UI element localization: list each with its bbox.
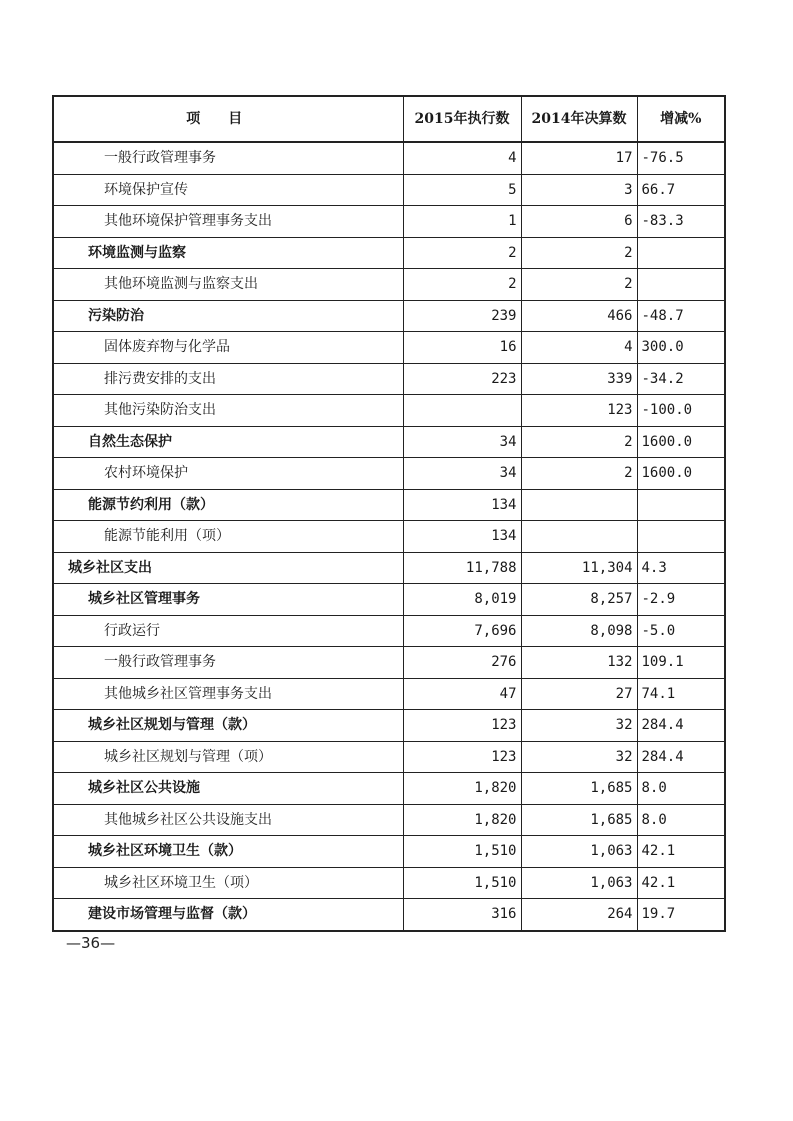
- row-item-name: 一般行政管理事务: [53, 142, 403, 174]
- row-item-name: 一般行政管理事务: [53, 647, 403, 679]
- row-final-2014: 8,257: [521, 584, 637, 616]
- row-exec-2015: 1,820: [403, 804, 521, 836]
- row-change-percent: -34.2: [637, 363, 725, 395]
- row-change-percent: [637, 269, 725, 301]
- row-item-name: 其他污染防治支出: [53, 395, 403, 427]
- table-row: [53, 363, 725, 395]
- row-item-name: 其他城乡社区公共设施支出: [53, 804, 403, 836]
- row-change-percent: 4.3: [637, 552, 725, 584]
- header-final-2014: 2014年决算数: [521, 96, 637, 142]
- row-change-percent: 66.7: [637, 174, 725, 206]
- row-exec-2015: 134: [403, 521, 521, 553]
- row-exec-2015: 11,788: [403, 552, 521, 584]
- row-exec-2015: 8,019: [403, 584, 521, 616]
- row-final-2014: 123: [521, 395, 637, 427]
- header-exec-2015: 2015年执行数: [403, 96, 521, 142]
- row-final-2014: 264: [521, 899, 637, 931]
- row-item-name: 环境监测与监察: [53, 237, 403, 269]
- row-exec-2015: 2: [403, 237, 521, 269]
- budget-table: [52, 95, 726, 932]
- row-change-percent: 284.4: [637, 741, 725, 773]
- row-item-name: 污染防治: [53, 300, 403, 332]
- row-exec-2015: 123: [403, 741, 521, 773]
- table-row: [53, 142, 725, 174]
- row-final-2014: 11,304: [521, 552, 637, 584]
- row-change-percent: -5.0: [637, 615, 725, 647]
- row-exec-2015: 1,820: [403, 773, 521, 805]
- row-final-2014: 2: [521, 458, 637, 490]
- row-exec-2015: 276: [403, 647, 521, 679]
- row-final-2014: 4: [521, 332, 637, 364]
- row-final-2014: 466: [521, 300, 637, 332]
- header-item: 项目: [53, 96, 403, 142]
- row-item-name: 能源节约利用（款）: [53, 489, 403, 521]
- table-row: [53, 426, 725, 458]
- row-change-percent: 19.7: [637, 899, 725, 931]
- row-final-2014: 6: [521, 206, 637, 238]
- row-change-percent: 1600.0: [637, 458, 725, 490]
- table-row: [53, 678, 725, 710]
- row-exec-2015: 123: [403, 710, 521, 742]
- row-exec-2015: 5: [403, 174, 521, 206]
- row-exec-2015: 1: [403, 206, 521, 238]
- row-item-name: 建设市场管理与监督（款）: [53, 899, 403, 931]
- row-change-percent: 8.0: [637, 773, 725, 805]
- row-exec-2015: [403, 395, 521, 427]
- row-item-name: 农村环境保护: [53, 458, 403, 490]
- row-final-2014: 1,685: [521, 804, 637, 836]
- row-change-percent: 42.1: [637, 867, 725, 899]
- row-exec-2015: 2: [403, 269, 521, 301]
- row-final-2014: 27: [521, 678, 637, 710]
- row-exec-2015: 1,510: [403, 836, 521, 868]
- row-item-name: 城乡社区规划与管理（款）: [53, 710, 403, 742]
- row-exec-2015: 34: [403, 458, 521, 490]
- row-change-percent: 300.0: [637, 332, 725, 364]
- row-final-2014: 132: [521, 647, 637, 679]
- table-row: [53, 710, 725, 742]
- row-change-percent: -83.3: [637, 206, 725, 238]
- table-row: [53, 269, 725, 301]
- table-row: [53, 332, 725, 364]
- table-row: [53, 206, 725, 238]
- row-item-name: 城乡社区支出: [53, 552, 403, 584]
- row-change-percent: 109.1: [637, 647, 725, 679]
- row-item-name: 城乡社区管理事务: [53, 584, 403, 616]
- row-item-name: 固体废弃物与化学品: [53, 332, 403, 364]
- row-exec-2015: 7,696: [403, 615, 521, 647]
- table-row: [53, 584, 725, 616]
- row-final-2014: 1,063: [521, 867, 637, 899]
- table-row: [53, 836, 725, 868]
- row-item-name: 城乡社区规划与管理（项）: [53, 741, 403, 773]
- header-change-percent: 增减%: [637, 96, 725, 142]
- row-change-percent: 74.1: [637, 678, 725, 710]
- row-final-2014: 3: [521, 174, 637, 206]
- row-change-percent: 8.0: [637, 804, 725, 836]
- row-exec-2015: 239: [403, 300, 521, 332]
- row-final-2014: 2: [521, 269, 637, 301]
- table-row: [53, 395, 725, 427]
- row-exec-2015: 34: [403, 426, 521, 458]
- row-exec-2015: 134: [403, 489, 521, 521]
- row-item-name: 城乡社区环境卫生（项）: [53, 867, 403, 899]
- table-row: [53, 867, 725, 899]
- table-row: [53, 458, 725, 490]
- row-exec-2015: 1,510: [403, 867, 521, 899]
- row-change-percent: [637, 521, 725, 553]
- row-change-percent: 42.1: [637, 836, 725, 868]
- row-change-percent: -76.5: [637, 142, 725, 174]
- row-final-2014: 8,098: [521, 615, 637, 647]
- table-row: [53, 237, 725, 269]
- row-final-2014: 1,063: [521, 836, 637, 868]
- row-final-2014: 2: [521, 426, 637, 458]
- table-body: [53, 142, 725, 931]
- table-row: [53, 300, 725, 332]
- page-number: —36—: [66, 934, 116, 952]
- row-item-name: 其他环境监测与监察支出: [53, 269, 403, 301]
- row-final-2014: 32: [521, 741, 637, 773]
- row-final-2014: [521, 489, 637, 521]
- table-row: [53, 521, 725, 553]
- table-row: [53, 552, 725, 584]
- row-item-name: 其他城乡社区管理事务支出: [53, 678, 403, 710]
- table-row: [53, 174, 725, 206]
- row-change-percent: -2.9: [637, 584, 725, 616]
- table-row: [53, 773, 725, 805]
- table-row: [53, 615, 725, 647]
- row-item-name: 能源节能利用（项）: [53, 521, 403, 553]
- row-change-percent: -48.7: [637, 300, 725, 332]
- row-final-2014: 2: [521, 237, 637, 269]
- row-item-name: 环境保护宣传: [53, 174, 403, 206]
- row-change-percent: 284.4: [637, 710, 725, 742]
- table-row: [53, 741, 725, 773]
- table-row: [53, 804, 725, 836]
- row-change-percent: [637, 489, 725, 521]
- table-row: [53, 489, 725, 521]
- row-final-2014: 32: [521, 710, 637, 742]
- row-final-2014: 17: [521, 142, 637, 174]
- row-item-name: 城乡社区环境卫生（款）: [53, 836, 403, 868]
- row-exec-2015: 223: [403, 363, 521, 395]
- row-change-percent: [637, 237, 725, 269]
- row-final-2014: 339: [521, 363, 637, 395]
- row-final-2014: [521, 521, 637, 553]
- row-final-2014: 1,685: [521, 773, 637, 805]
- row-item-name: 行政运行: [53, 615, 403, 647]
- table-row: [53, 647, 725, 679]
- row-item-name: 排污费安排的支出: [53, 363, 403, 395]
- row-exec-2015: 316: [403, 899, 521, 931]
- row-item-name: 其他环境保护管理事务支出: [53, 206, 403, 238]
- row-exec-2015: 4: [403, 142, 521, 174]
- table-row: [53, 899, 725, 931]
- row-item-name: 城乡社区公共设施: [53, 773, 403, 805]
- row-item-name: 自然生态保护: [53, 426, 403, 458]
- row-change-percent: 1600.0: [637, 426, 725, 458]
- row-exec-2015: 47: [403, 678, 521, 710]
- row-change-percent: -100.0: [637, 395, 725, 427]
- row-exec-2015: 16: [403, 332, 521, 364]
- table-header-row: [53, 96, 725, 142]
